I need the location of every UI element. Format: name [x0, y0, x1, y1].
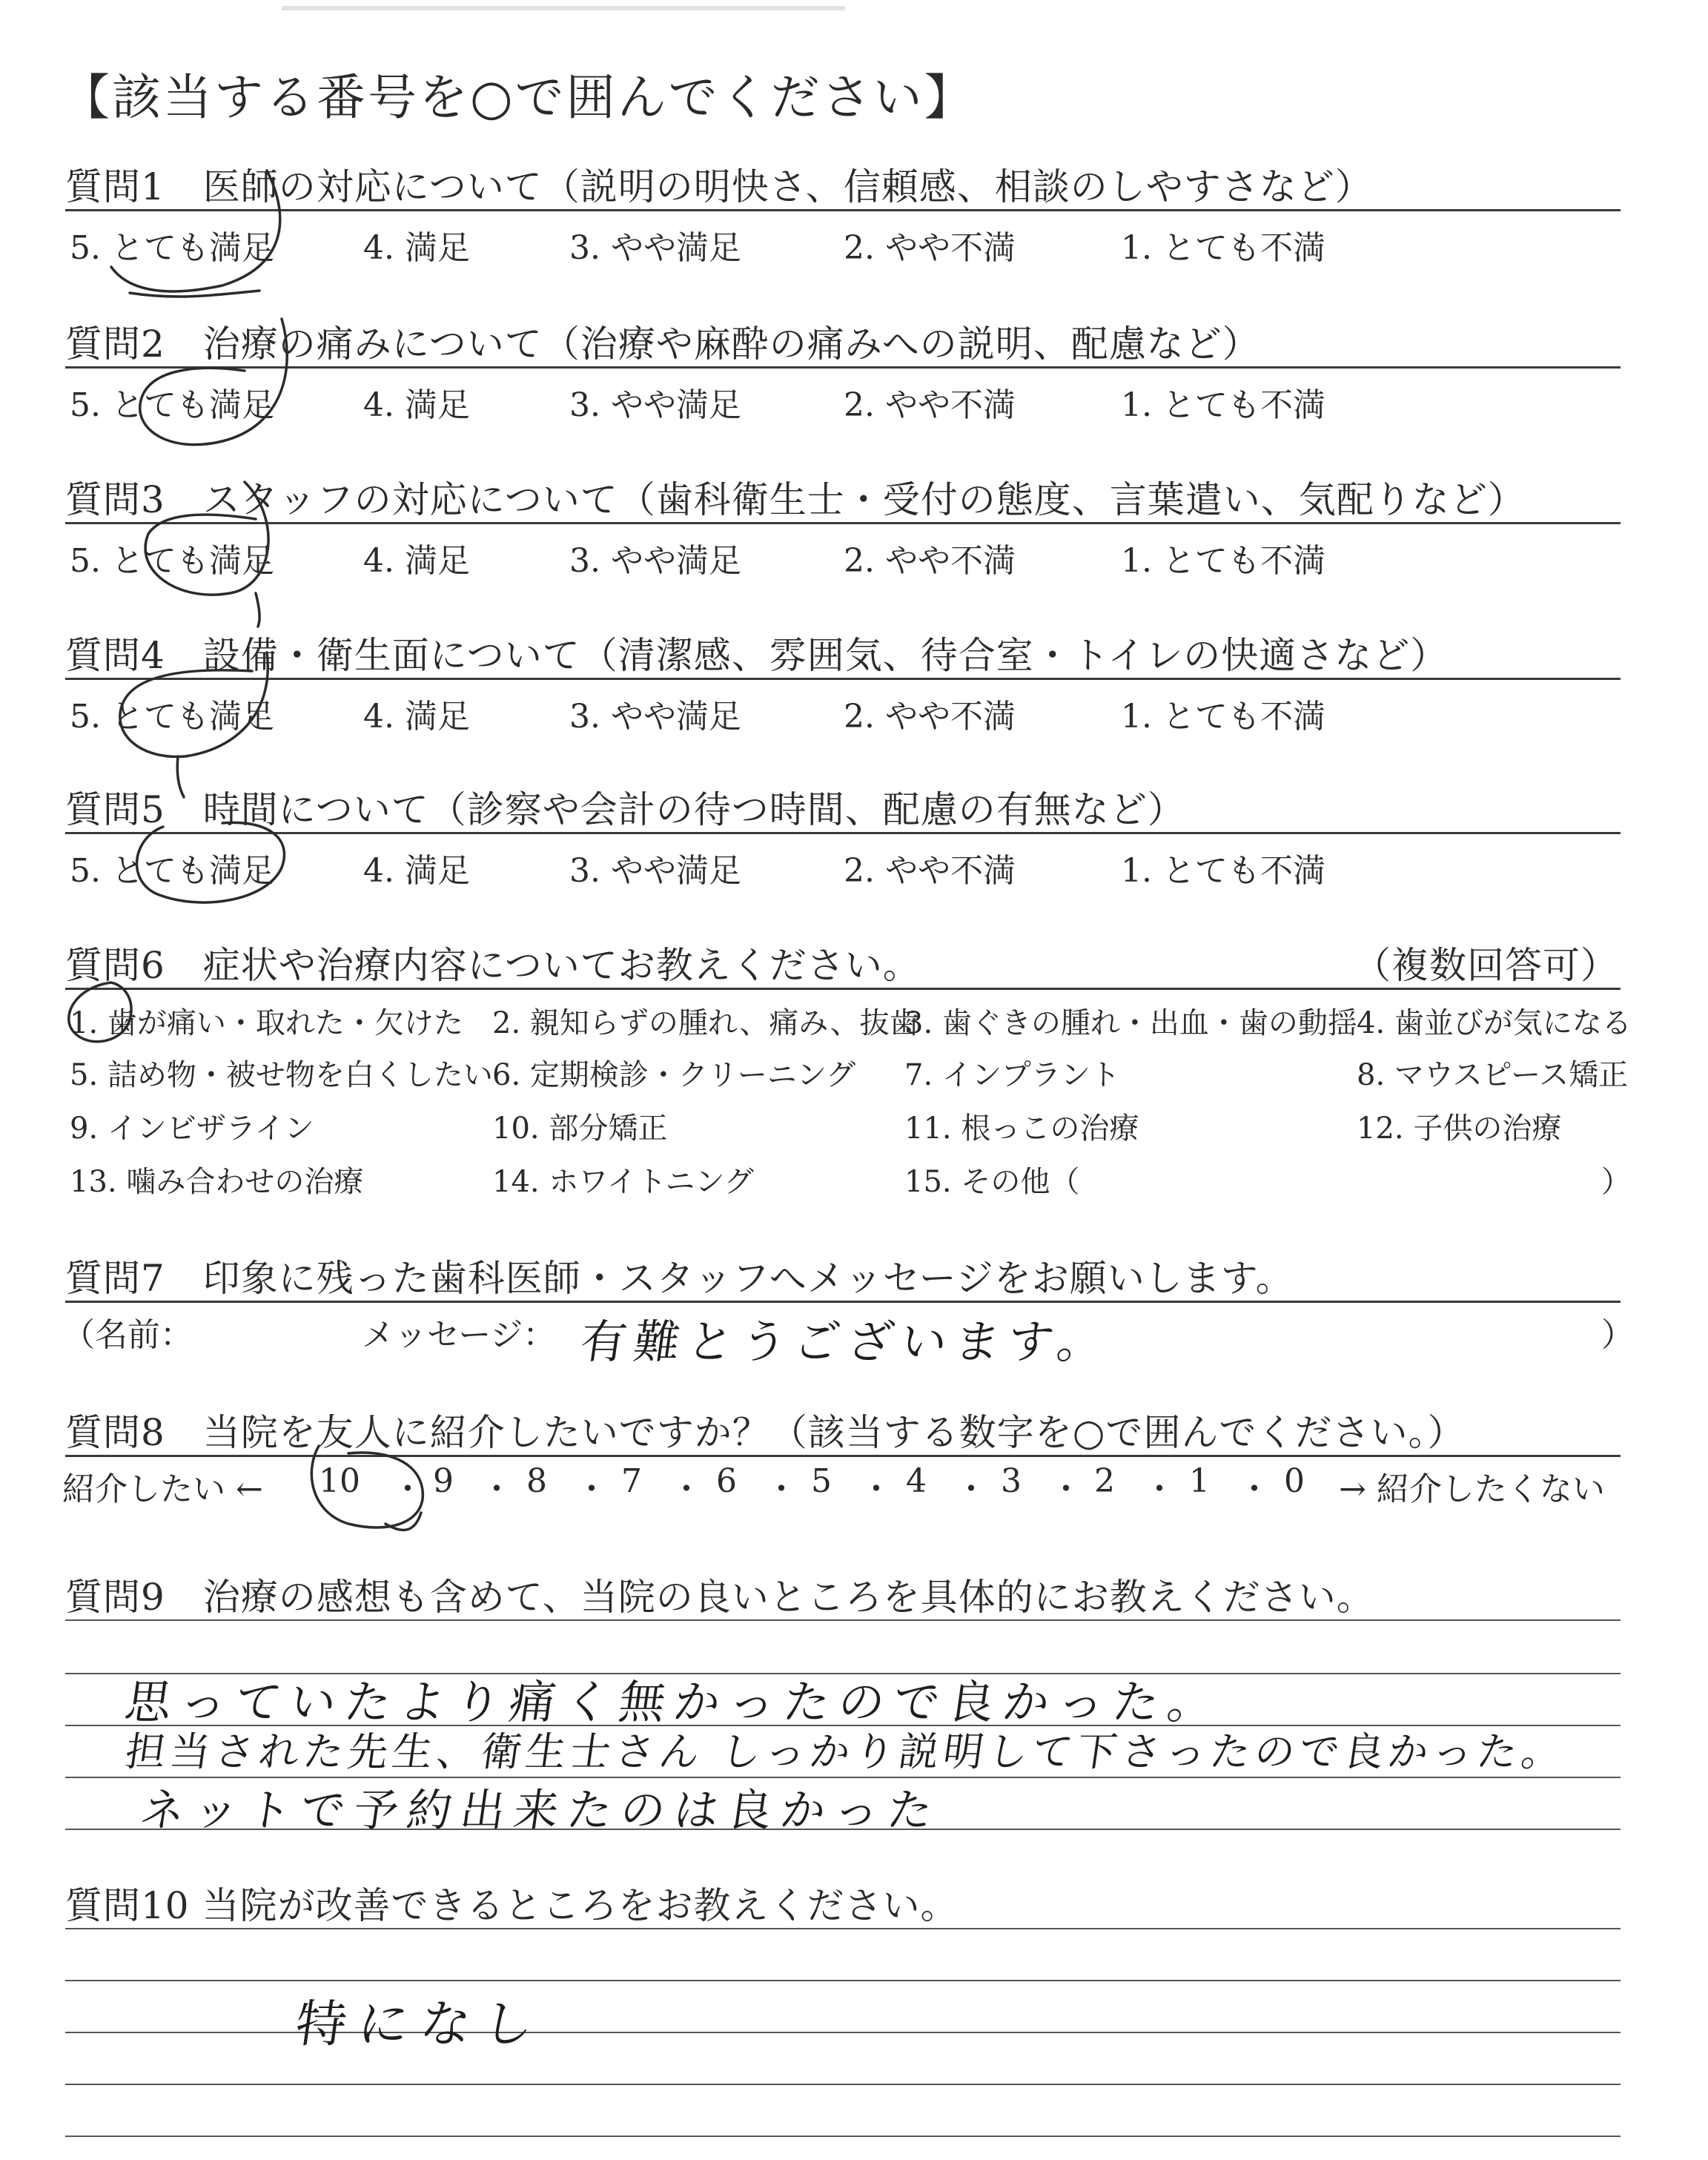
q3-option-5[interactable]: 5. とても満足 — [70, 542, 274, 580]
q7-message-label: メッセージ： — [362, 1316, 556, 1354]
q6-option-4[interactable]: 4. 歯並びが気になる — [1357, 1006, 1632, 1040]
q4-answer-circle — [120, 653, 268, 756]
q5-heading: 質問5 時間について（診察や会計の待つ時間、配慮の有無など） — [65, 788, 1185, 831]
q8-scale-3[interactable]: 3 — [1001, 1462, 1022, 1500]
q3-option-1[interactable]: 1. とても不満 — [1121, 542, 1325, 580]
q2-heading: 質問2 治療の痛みについて（治療や麻酔の痛みへの説明、配慮など） — [65, 323, 1260, 366]
q1-option-3[interactable]: 3. やや満足 — [569, 229, 741, 267]
q2-option-2[interactable]: 2. やや不満 — [844, 386, 1016, 424]
q9-handwritten-line-1[interactable]: 思っていたより痛く無かったので良かった。 — [122, 1675, 1227, 1729]
q6-option-13[interactable]: 13. 噛み合わせの治療 — [70, 1165, 364, 1199]
q8-right-label: → 紹介したくない — [1339, 1470, 1605, 1508]
q8-scale-sep: ・ — [670, 1470, 703, 1508]
q4-option-4[interactable]: 4. 満足 — [363, 698, 470, 736]
q5-option-4[interactable]: 4. 満足 — [363, 852, 470, 890]
q6-option-9[interactable]: 9. インビザライン — [70, 1112, 314, 1146]
q6-option-7[interactable]: 7. インプラント — [904, 1058, 1120, 1092]
q1-option-5[interactable]: 5. とても満足 — [70, 229, 274, 267]
q4-answer-tail — [177, 756, 184, 797]
q6-option-12[interactable]: 12. 子供の治療 — [1357, 1112, 1562, 1146]
q6-option-1[interactable]: 1. 歯が痛い・取れた・欠けた — [70, 1006, 463, 1040]
q2-option-5[interactable]: 5. とても満足 — [70, 386, 274, 424]
q5-option-3[interactable]: 3. やや満足 — [569, 852, 741, 890]
q8-scale-sep: ・ — [1238, 1470, 1271, 1508]
q9-handwritten-line-2[interactable]: 担当された先生、衛生士さん しっかり説明して下さったので良かった。 — [122, 1728, 1570, 1775]
q1-option-4[interactable]: 4. 満足 — [363, 229, 470, 267]
q8-scale-sep: ・ — [391, 1470, 424, 1508]
q9-heading: 質問9 治療の感想も含めて、当院の良いところを具体的にお教えください。 — [65, 1576, 1374, 1619]
q7-name-label: （名前： — [62, 1316, 193, 1354]
q6-option-8[interactable]: 8. マウスピース矯正 — [1357, 1058, 1629, 1092]
q8-scale-1[interactable]: 1 — [1189, 1462, 1210, 1500]
q8-scale-9[interactable]: 9 — [433, 1462, 454, 1500]
q7-handwritten-message[interactable]: 有難とうございます。 — [577, 1315, 1115, 1369]
q6-option-14[interactable]: 14. ホワイトニング — [492, 1165, 754, 1199]
q3-heading: 質問3 スタッフの対応について（歯科衛生士・受付の態度、言葉遣い、気配りなど） — [65, 478, 1526, 521]
q6-heading: 質問6 症状や治療内容についてお教えください。 — [65, 944, 921, 987]
q1-option-1[interactable]: 1. とても不満 — [1121, 229, 1325, 267]
q3-answer-tail — [256, 593, 259, 627]
q2-option-1[interactable]: 1. とても不満 — [1121, 386, 1325, 424]
q5-option-5[interactable]: 5. とても満足 — [70, 852, 274, 890]
q8-scale-sep: ・ — [955, 1470, 987, 1508]
q10-heading: 質問10 当院が改善できるところをお教えください。 — [65, 1884, 959, 1927]
q6-answer-circle — [69, 982, 131, 1042]
q8-scale-0[interactable]: 0 — [1284, 1462, 1305, 1500]
q8-scale-sep: ・ — [1143, 1470, 1176, 1508]
q8-scale-7[interactable]: 7 — [621, 1462, 642, 1500]
q1-answer-stroke — [130, 291, 259, 297]
q6-option-2[interactable]: 2. 親知らずの腫れ、痛み、抜歯 — [492, 1006, 919, 1040]
q8-scale-5[interactable]: 5 — [811, 1462, 832, 1500]
q8-scale-sep: ・ — [765, 1470, 798, 1508]
q1-answer-circle — [111, 171, 280, 291]
q8-scale-2[interactable]: 2 — [1094, 1462, 1115, 1500]
q8-scale-4[interactable]: 4 — [906, 1462, 927, 1500]
q6-multiple-answers-note: （複数回答可） — [1354, 944, 1618, 987]
q8-scale-sep: ・ — [480, 1470, 513, 1508]
q6-option-10[interactable]: 10. 部分矯正 — [492, 1112, 668, 1146]
form-title: 【該当する番号を○で囲んでください】 — [61, 69, 976, 126]
q9-handwritten-line-3[interactable]: ネットで予約出来たのは良かった — [136, 1785, 945, 1837]
q6-other-close-paren: ） — [1601, 1165, 1631, 1199]
q6-option-5[interactable]: 5. 詰め物・被せ物を白くしたい — [70, 1058, 493, 1092]
q2-option-3[interactable]: 3. やや満足 — [569, 386, 741, 424]
q1-option-2[interactable]: 2. やや不満 — [844, 229, 1016, 267]
q8-scale-8[interactable]: 8 — [526, 1462, 547, 1500]
q4-heading: 質問4 設備・衛生面について（清潔感、雰囲気、待合室・トイレの快適さなど） — [65, 634, 1449, 677]
q8-heading: 質問8 当院を友人に紹介したいですか？（該当する数字を○で囲んでください。） — [65, 1411, 1466, 1454]
q8-left-label: 紹介したい ← — [62, 1470, 263, 1508]
q5-answer-circle — [137, 822, 285, 902]
q7-heading: 質問7 印象に残った歯科医師・スタッフへメッセージをお願いします。 — [65, 1257, 1294, 1300]
q2-answer-circle — [140, 319, 287, 445]
q5-option-2[interactable]: 2. やや不満 — [844, 852, 1016, 890]
q3-option-3[interactable]: 3. やや満足 — [569, 542, 741, 580]
q2-option-4[interactable]: 4. 満足 — [363, 386, 470, 424]
q3-option-4[interactable]: 4. 満足 — [363, 542, 470, 580]
q4-option-5[interactable]: 5. とても満足 — [70, 698, 274, 736]
q8-scale-sep: ・ — [1050, 1470, 1082, 1508]
q3-answer-circle — [145, 482, 268, 595]
q6-option-3[interactable]: 3. 歯ぐきの腫れ・出血・歯の動揺 — [904, 1006, 1357, 1040]
q4-option-2[interactable]: 2. やや不満 — [844, 698, 1016, 736]
q4-option-3[interactable]: 3. やや満足 — [569, 698, 741, 736]
q3-option-2[interactable]: 2. やや不満 — [844, 542, 1016, 580]
q5-option-1[interactable]: 1. とても不満 — [1121, 852, 1325, 890]
q4-option-1[interactable]: 1. とても不満 — [1121, 698, 1325, 736]
q8-scale-sep: ・ — [575, 1470, 608, 1508]
q8-scale-sep: ・ — [860, 1470, 893, 1508]
q1-heading: 質問1 医師の対応について（説明の明快さ、信頼感、相談のしやすさなど） — [65, 165, 1373, 208]
q8-scale-6[interactable]: 6 — [716, 1462, 737, 1500]
q8-scale-10[interactable]: 10 — [319, 1462, 360, 1500]
q8-answer-circle — [311, 1446, 423, 1527]
q7-close-paren: ） — [1601, 1316, 1634, 1354]
q6-option-6[interactable]: 6. 定期検診・クリーニング — [492, 1058, 856, 1092]
q6-option-11[interactable]: 11. 根っこの治療 — [904, 1112, 1139, 1146]
q10-handwritten-answer[interactable]: 特になし — [291, 1995, 549, 2054]
q6-option-15[interactable]: 15. その他（ — [904, 1165, 1080, 1199]
